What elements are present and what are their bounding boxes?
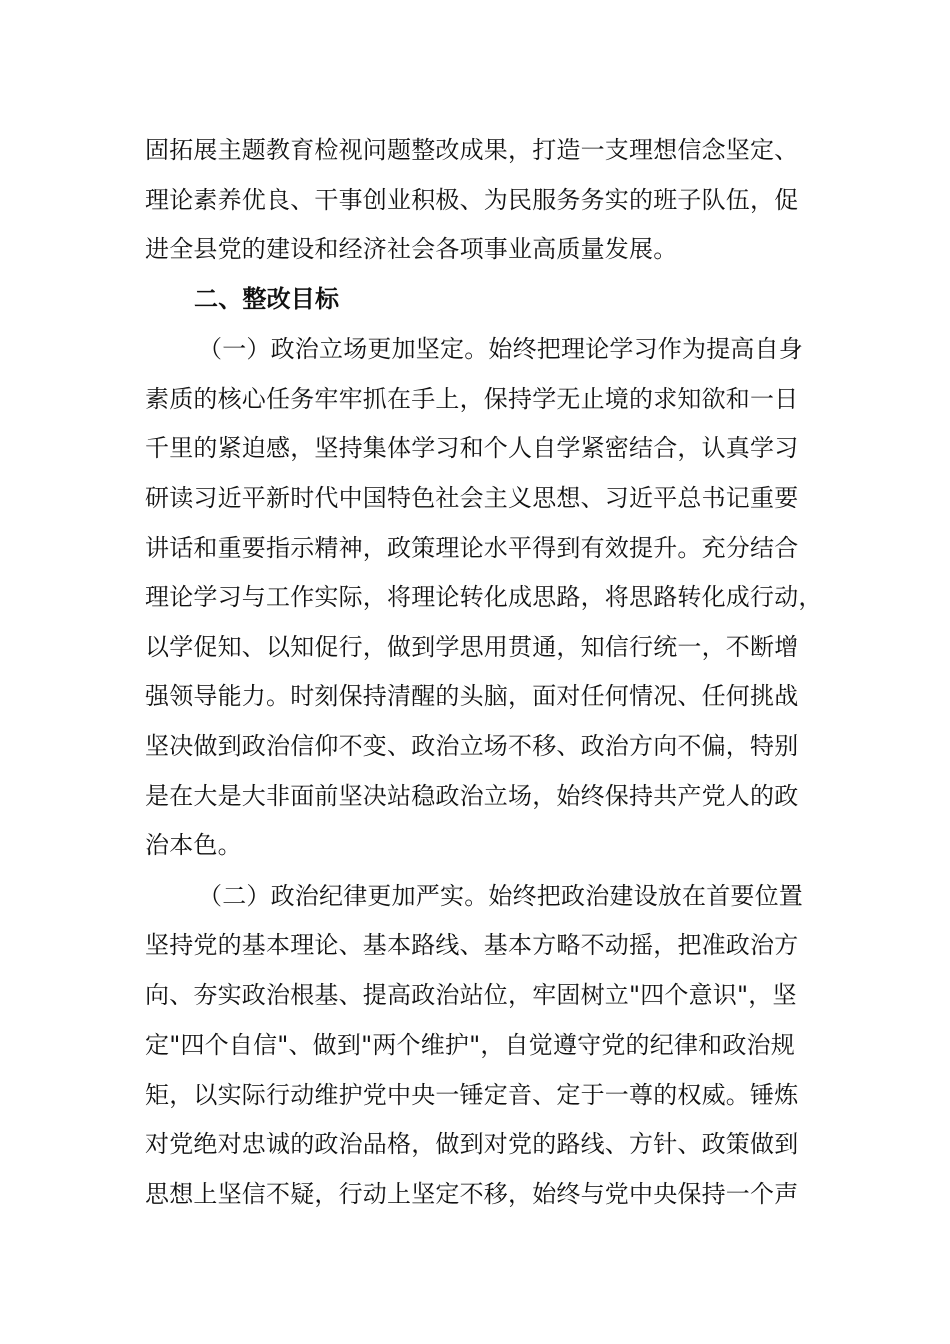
text-line: 以学促知、以知促行，做到学思用贯通，知信行统一，不断增 <box>145 633 799 661</box>
text-line: 对党绝对忠诚的政治品格，做到对党的路线、方针、政策做到 <box>145 1130 799 1158</box>
text-line: 固拓展主题教育检视问题整改成果，打造一支理想信念坚定、 <box>145 136 799 164</box>
paragraph-first-line: （二）政治纪律更加严实。始终把政治建设放在首要位置 <box>198 882 803 910</box>
text-line: 治本色。 <box>145 831 242 859</box>
text-line: 坚决做到政治信仰不变、政治立场不移、政治方向不偏，特别 <box>145 732 799 760</box>
text-line: 强领导能力。时刻保持清醒的头脑，面对任何情况、任何挑战 <box>145 682 799 710</box>
text-line: 坚持党的基本理论、基本路线、基本方略不动摇，把准政治方 <box>145 931 799 959</box>
text-line: 矩，以实际行动维护党中央一锤定音、定于一尊的权威。锤炼 <box>145 1081 799 1109</box>
text-line: 定"四个自信"、做到"两个维护"，自觉遵守党的纪律和政治规 <box>145 1031 795 1059</box>
section-heading: 二、整改目标 <box>194 285 340 313</box>
text-line: 讲话和重要指示精神，政策理论水平得到有效提升。充分结合 <box>145 534 799 562</box>
text-line: 研读习近平新时代中国特色社会主义思想、习近平总书记重要 <box>145 484 799 512</box>
text-line: 理论素养优良、干事创业积极、为民服务务实的班子队伍，促 <box>145 186 799 214</box>
text-line: 素质的核心任务牢牢抓在手上，保持学无止境的求知欲和一日 <box>145 385 799 413</box>
text-line: 向、夯实政治根基、提高政治站位，牢固树立"四个意识"，坚 <box>145 981 797 1009</box>
text-line: 是在大是大非面前坚决站稳政治立场，始终保持共产党人的政 <box>145 782 799 810</box>
text-line: 千里的紧迫感，坚持集体学习和个人自学紧密结合，认真学习 <box>145 434 799 462</box>
text-line: 理论学习与工作实际，将理论转化成思路，将思路转化成行动， <box>145 583 823 611</box>
text-line: 思想上坚信不疑，行动上坚定不移，始终与党中央保持一个声 <box>145 1180 799 1208</box>
text-line: 进全县党的建设和经济社会各项事业高质量发展。 <box>145 235 678 263</box>
paragraph-first-line: （一）政治立场更加坚定。始终把理论学习作为提高自身 <box>198 335 803 363</box>
